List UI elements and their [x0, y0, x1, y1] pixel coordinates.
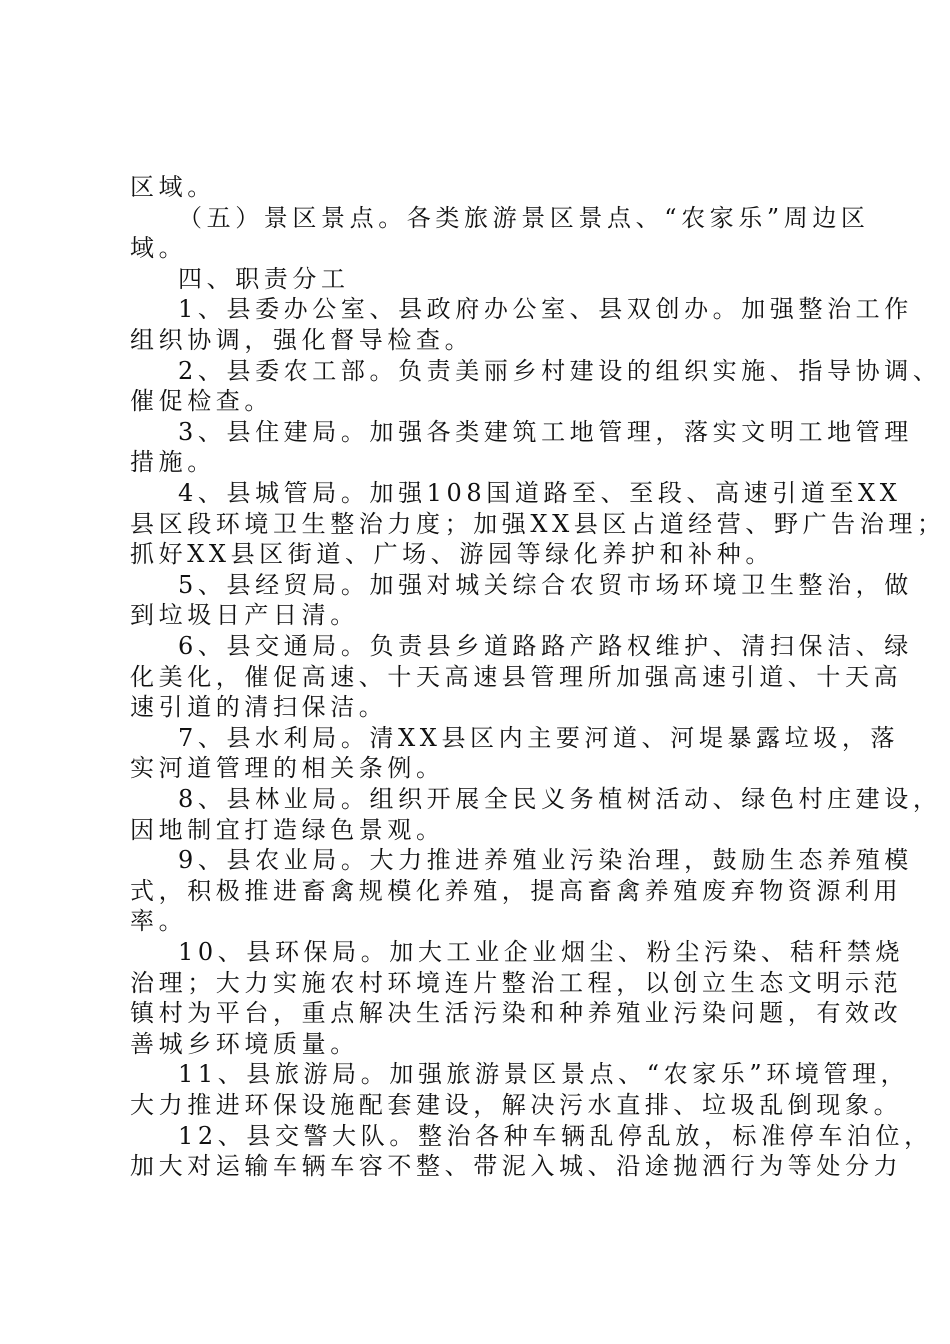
text-line: 大力推进环保设施配套建设，解决污水直排、垃圾乱倒现象。: [130, 1091, 903, 1119]
text-line: 7、县水利局。清XX县区内主要河道、河堤暴露垃圾，落: [178, 723, 900, 752]
text-line: 因地制宜打造绿色景观。: [130, 815, 445, 844]
text-line: 域。: [130, 234, 188, 263]
text-line: 善城乡环境质量。: [130, 1029, 359, 1058]
text-line: 镇村为平台，重点解决生活污染和种养殖业污染问题，有效改: [130, 999, 903, 1028]
text-line: 3、县住建局。加强各类建筑工地管理，落实文明工地管理: [178, 417, 913, 446]
text-line: 速引道的清扫保洁。: [130, 693, 388, 722]
text-line: 4、县城管局。加强108国道路至、至段、高速引道至XX: [178, 479, 902, 507]
text-line: 县区段环境卫生整治力度；加强XX县区占道经营、野广告治理；: [130, 509, 946, 538]
text-line: 10、县环保局。加大工业企业烟尘、粉尘污染、秸秆禁烧: [178, 938, 905, 966]
text-line: 区域。: [130, 173, 216, 201]
text-line: 到垃圾日产日清。: [130, 601, 359, 630]
text-line: 式，积极推进畜禽规模化养殖，提高畜禽养殖废弃物资源利用: [130, 876, 903, 905]
text-line: 四、职责分工: [178, 264, 350, 293]
text-line: 2、县委农工部。负责美丽乡村建设的组织实施、指导协调、: [178, 356, 942, 385]
text-line: 12、县交警大队。整治各种车辆乱停乱放，标准停车泊位，: [178, 1121, 933, 1150]
text-line: 实河道管理的相关条例。: [130, 754, 445, 783]
text-line: 11、县旅游局。加强旅游景区景点、“农家乐”环境管理，: [178, 1060, 910, 1089]
text-line: 抓好XX县区街道、广场、游园等绿化养护和补种。: [130, 540, 774, 569]
text-line: 率。: [130, 907, 188, 936]
text-line: 组织协调，强化督导检查。: [130, 326, 474, 354]
text-line: 9、县农业局。大力推进养殖业污染治理，鼓励生态养殖模: [178, 846, 913, 875]
text-line: 加大对运输车辆车容不整、带泥入城、沿途抛洒行为等处分力: [130, 1152, 903, 1181]
text-line: （五）景区景点。各类旅游景区景点、“农家乐”周边区: [178, 203, 870, 232]
text-line: 治理；大力实施农村环境连片整治工程，以创立生态文明示范: [130, 968, 903, 997]
text-line: 催促检查。: [130, 387, 273, 416]
text-line: 措施。: [130, 448, 216, 477]
text-line: 化美化，催促高速、十天高速县管理所加强高速引道、十天高: [130, 662, 903, 691]
text-line: 1、县委办公室、县政府办公室、县双创办。加强整治工作: [178, 295, 913, 324]
text-line: 5、县经贸局。加强对城关综合农贸市场环境卫生整治，做: [178, 570, 913, 599]
text-line: 8、县林业局。组织开展全民义务植树活动、绿色村庄建设，: [178, 785, 942, 813]
text-line: 6、县交通局。负责县乡道路路产路权维护、清扫保洁、绿: [178, 632, 913, 660]
